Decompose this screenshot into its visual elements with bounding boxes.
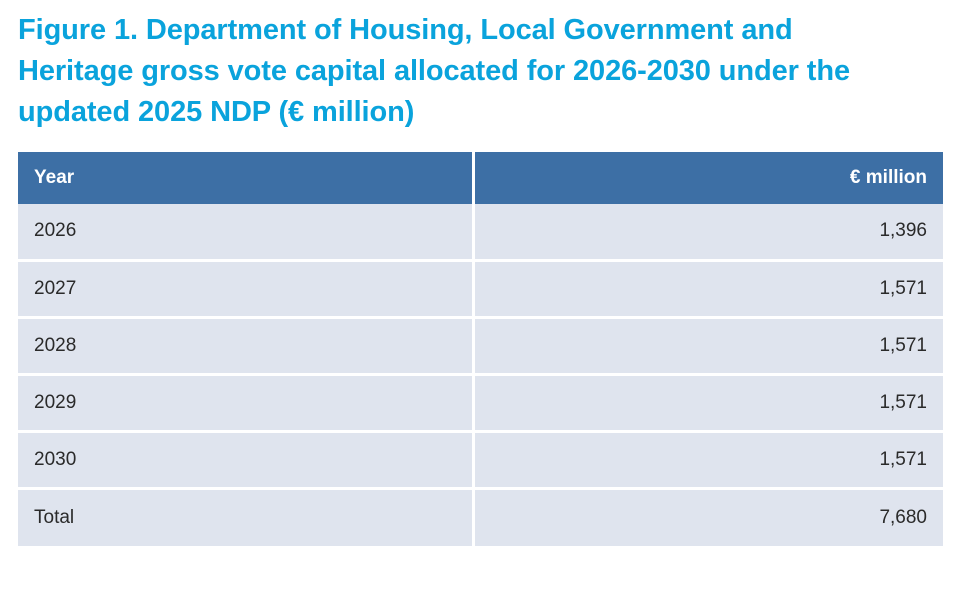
table-body — [18, 204, 943, 546]
column-header-euro-million: € million — [473, 152, 943, 204]
column-header-year: Year — [18, 152, 473, 204]
table-row — [18, 432, 943, 489]
cell-value: 1,571 — [473, 261, 943, 318]
table-row — [18, 375, 943, 432]
table-row — [18, 204, 943, 261]
capital-allocation-table — [18, 152, 943, 546]
cell-value: 1,396 — [473, 204, 943, 261]
figure-title: Figure 1. Department of Housing, Local Government and Heritage gross vote capital allocated for 2026-2030 under the updated 2025 NDP (€ million) — [18, 14, 850, 129]
cell-year: 2028 — [18, 318, 473, 375]
cell-value: 1,571 — [473, 375, 943, 432]
cell-value: 1,571 — [473, 432, 943, 489]
cell-year: 2027 — [18, 261, 473, 318]
table-header — [18, 152, 943, 204]
cell-year: 2029 — [18, 375, 473, 432]
cell-value: 1,571 — [473, 318, 943, 375]
cell-value-total: 7,680 — [473, 489, 943, 546]
table-row — [18, 261, 943, 318]
table-row — [18, 318, 943, 375]
cell-year-total: Total — [18, 489, 473, 546]
cell-year: 2026 — [18, 204, 473, 261]
table-header-row — [18, 152, 943, 204]
table-row-total — [18, 489, 943, 546]
cell-year: 2030 — [18, 432, 473, 489]
